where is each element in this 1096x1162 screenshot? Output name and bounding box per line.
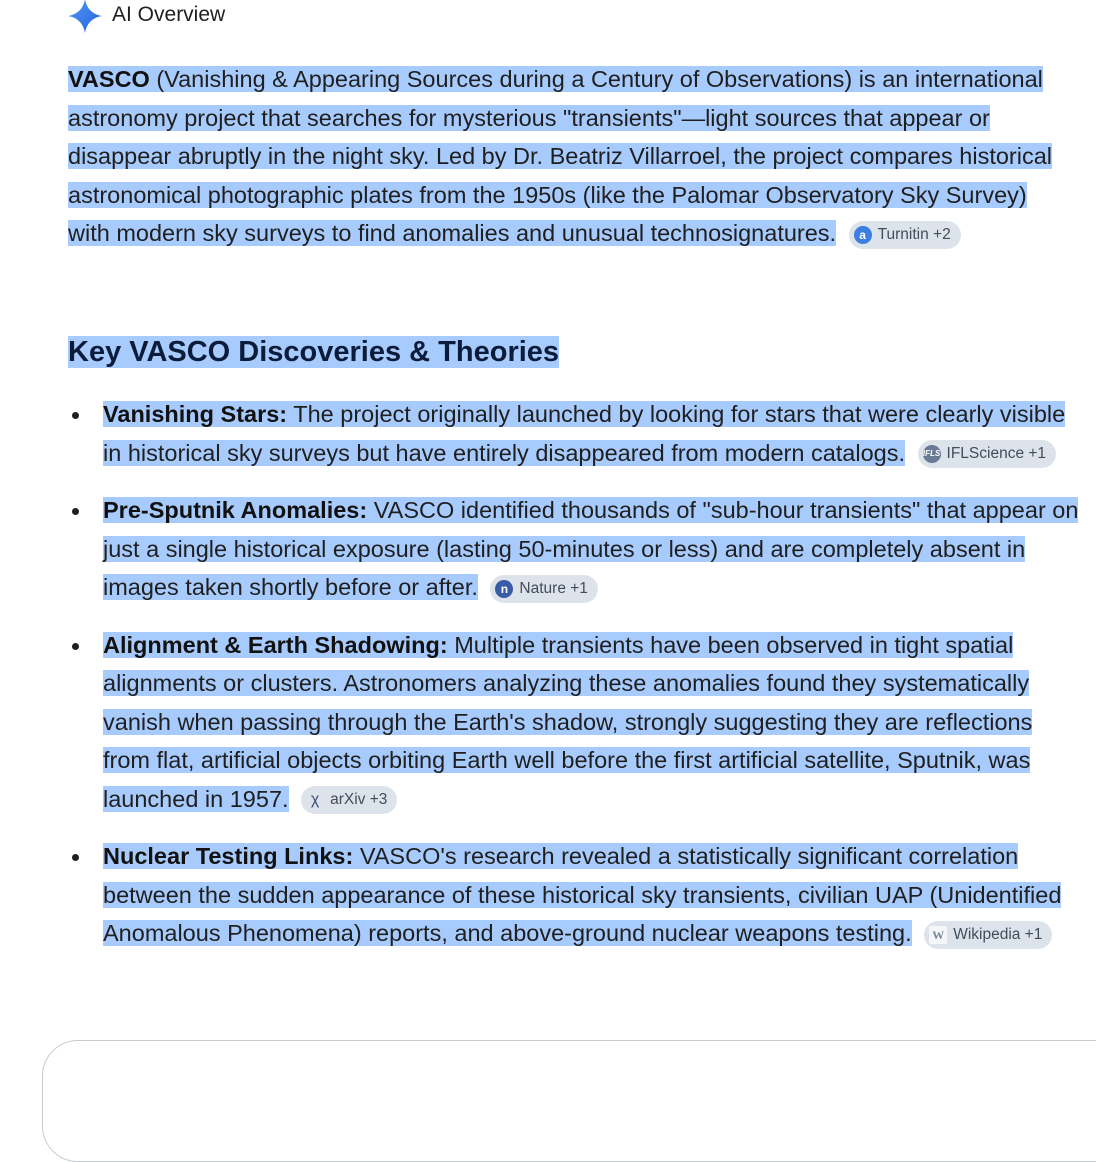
bullet-dot (72, 643, 79, 650)
item-text: The project originally launched by looking for stars that were clearly visible in historical sky surveys but have entirely disappeared from modern catalogs. (103, 401, 1066, 466)
intro-term: VASCO (68, 66, 150, 92)
source-chip-iflscience[interactable] (918, 440, 1057, 468)
list-item (70, 626, 1080, 819)
section-heading: Key VASCO Discoveries & Theories (68, 336, 560, 368)
source-chip-label: arXiv +3 (330, 791, 388, 809)
discoveries-list (70, 395, 1080, 972)
bullet-dot (72, 508, 79, 515)
source-chip-label: Turnitin +2 (877, 225, 951, 243)
list-item (70, 491, 1080, 607)
source-chip-nature[interactable] (490, 575, 598, 603)
intro-text-end: . Led by Dr. Beatriz Villarroel, the project compares historical astronomical photographic plates from the 1950s (like the Palomar Observatory Sky Survey) with modern sky surveys to find anomalies and unusual technosignatures. (68, 143, 1053, 246)
intro-inline-link[interactable]: light sources that appear or disappear abruptly in the night sky (68, 104, 990, 169)
item-term: Nuclear Testing Links: (103, 843, 354, 869)
item-text: VASCO's research revealed a statistically significant correlation between the sudden appearance of these historical sky transients, civilian UAP (Unidentified Anomalous Phenomena) reports, and above-ground nuclear weapons testing. (103, 843, 1062, 946)
bullet-dot (72, 854, 79, 861)
source-chip-label: Wikipedia +1 (953, 925, 1043, 943)
list-item (70, 837, 1080, 953)
item-text: Multiple transients have been observed in tight spatial alignments or clusters. Astronomers analyzing these anomalies found they systematically vanish when passing through the Earth's shadow, strongly suggesting they are reflections from flat, artificial objects orbiting Earth well before the first artificial satellite, Sputnik, was launched in 1957. (103, 631, 1033, 812)
ai-overview-header (68, 0, 225, 34)
item-term: Pre-Sputnik Anomalies: (103, 497, 368, 523)
content-fade-overlay (0, 970, 1096, 1040)
source-chip-turnitin[interactable] (849, 221, 961, 249)
item-term: Alignment & Earth Shadowing: (103, 631, 448, 658)
source-chip-label: IFLScience +1 (946, 445, 1047, 463)
arxiv-icon: χ (310, 791, 320, 809)
wikipedia-icon: W (929, 926, 947, 944)
nature-icon: n (495, 580, 513, 598)
source-chip-wikipedia[interactable] (924, 921, 1052, 949)
intro-paragraph (68, 60, 1068, 253)
iflscience-icon: IFLS (923, 445, 941, 463)
list-item (70, 395, 1080, 472)
item-text: VASCO identified thousands of "sub-hour transients" that appear on just a single historical exposure (lasting 50-minutes or less) and are completely absent in images taken shortly before or after. (103, 497, 1079, 600)
item-term: Vanishing Stars: (103, 401, 288, 427)
ai-overview-title: AI Overview (112, 3, 226, 26)
source-chip-label: Nature +1 (519, 579, 588, 597)
followup-input-card[interactable] (42, 1040, 1096, 1162)
turnitin-icon: a (854, 226, 872, 244)
intro-text-start: (Vanishing & Appearing Sources during a Century of Observations) is an international astronomy project that searches for mysterious "transients"— (68, 66, 1043, 131)
source-chip-arxiv[interactable] (301, 786, 397, 814)
bullet-dot (72, 412, 79, 419)
gemini-spark-icon (66, 0, 104, 35)
